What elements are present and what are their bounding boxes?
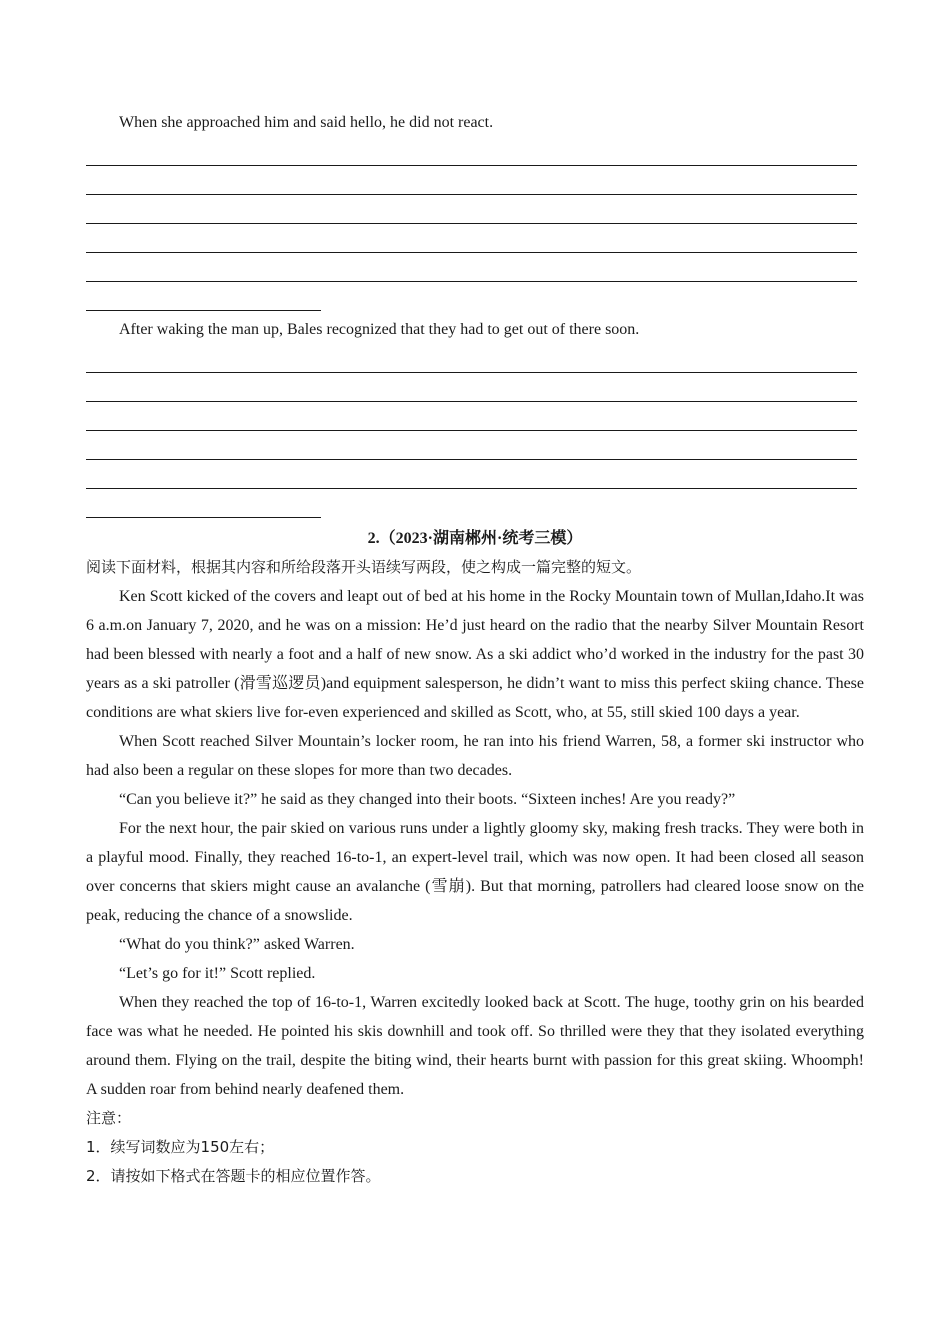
answer-line-short[interactable] <box>86 489 321 518</box>
answer-line[interactable] <box>86 137 857 166</box>
continuation-prompt-1: When she approached him and said hello, he did not react. <box>119 114 494 131</box>
question-heading: 2.（2023·湖南郴州·统考三模） <box>367 530 583 547</box>
answer-line[interactable] <box>86 373 857 402</box>
story-paragraph: When Scott reached Silver Mountain’s locker room, he ran into his friend Warren, 58, a former ski instructor who had also been a regular on these slopes for more than two decades. <box>86 733 864 779</box>
notes-label: 注意： <box>86 1109 132 1127</box>
continuation-prompt-2: After waking the man up, Bales recognized that they had to get out of there soon. <box>119 321 640 338</box>
note-item: 2．请按如下格式在答题卡的相应位置作答。 <box>86 1167 381 1185</box>
story-paragraph: “Let’s go for it!” Scott replied. <box>119 965 316 982</box>
answer-line-short[interactable] <box>86 282 321 311</box>
answer-line[interactable] <box>86 402 857 431</box>
answer-line[interactable] <box>86 224 857 253</box>
story-paragraph: For the next hour, the pair skied on various runs under a lightly gloomy sky, making fresh tracks. They were both in a playful mood. Finally, they reached 16-to-1, an expert-level trail, which was now open. It had been closed all season over concerns that skiers might cause an avalanche (雪崩). But that morning, patrollers had cleared loose snow on the peak, reducing the chance of a snowslide. <box>86 820 864 924</box>
answer-line[interactable] <box>86 166 857 195</box>
story-paragraph: “What do you think?” asked Warren. <box>119 936 355 953</box>
document-page <box>86 108 864 1191</box>
answer-line[interactable] <box>86 344 857 373</box>
story-paragraph: “Can you believe it?” he said as they changed into their boots. “Sixteen inches! Are you ready?” <box>119 791 736 808</box>
note-item: 1．续写词数应为150左右； <box>86 1138 275 1156</box>
story-paragraph: When they reached the top of 16-to-1, Warren excitedly looked back at Scott. The huge, toothy grin on his bearded face was what he needed. He pointed his skis downhill and took off. So thrilled were they that they isolated everything around them. Flying on the trail, despite the biting wind, their hearts burnt with passion for this great skiing. Whoomph! A sudden roar from behind nearly deafened them. <box>86 994 864 1098</box>
story-paragraph: Ken Scott kicked of the covers and leapt out of bed at his home in the Rocky Mountain town of Mullan,Idaho.It was 6 a.m.on January 7, 2020, and he was on a mission: He’d just heard on the radio that the nearby Silver Mountain Resort had been blessed with nearly a foot and a half of new snow. As a ski addict who’d worked in the industry for the past 30 years as a ski patroller (滑雪巡逻员)and equipment salesperson, he didn’t want to miss this perfect skiing chance. These conditions are what skiers live for-even experienced and skilled as Scott, who, at 55, still skied 100 days a year. <box>86 588 864 721</box>
answer-line[interactable] <box>86 431 857 460</box>
answer-lines-1 <box>86 137 864 311</box>
answer-lines-2 <box>86 344 864 518</box>
answer-line[interactable] <box>86 253 857 282</box>
instruction-text: 阅读下面材料，根据其内容和所给段落开头语续写两段，使之构成一篇完整的短文。 <box>86 558 642 576</box>
answer-line[interactable] <box>86 195 857 224</box>
answer-line[interactable] <box>86 460 857 489</box>
